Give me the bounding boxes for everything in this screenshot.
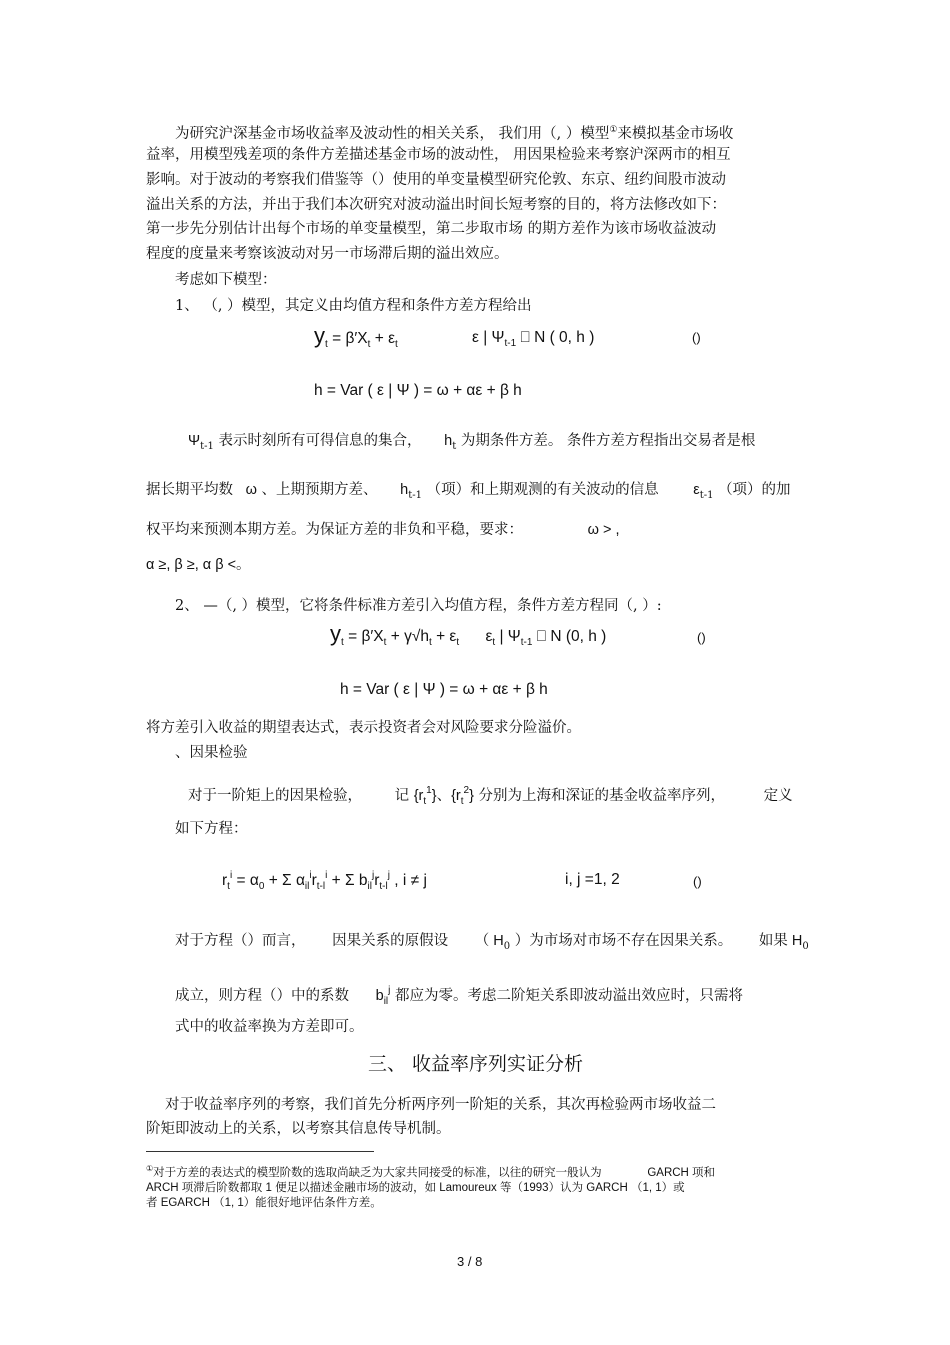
equation-2-variance: h = Var ( ε | Ψ ) = ω + αε + β h (340, 681, 548, 698)
footnote-divider (146, 1151, 374, 1152)
section-text-line-2: 阶矩即波动上的关系，以考察其信息传导机制。 (146, 1121, 451, 1137)
equation-1-variance: h = Var ( ε | Ψ ) = ω + αε + β h (314, 382, 522, 399)
psi-paragraph-line-2: 据长期平均数 ω 、上期预期方差、 $h_{t-1}$ （项）和上期观测的有关波动的信息 $\varepsilon_{t-1}$ （项）的加 (146, 482, 791, 501)
model-1-title: 1、 （, ）模型，其定义由均值方程和条件方差方程给出 (175, 298, 532, 314)
causality-heading: 、因果检验 (175, 745, 248, 761)
intro-line-4: 溢出关系的方法，并出于我们本次研究对波动溢出时间长短考察的目的，将方法修改如下： (146, 197, 726, 213)
model-2-title: 2、 —（, ）模型，它将条件标准方差引入均值方程，条件方差方程同（, ）: (175, 598, 662, 614)
intro-line-1 (175, 121, 733, 143)
intro-line-2: 益率，用模型残差项的条件方差描述基金市场的波动性， 用因果检验来考察沪深两市的相互 (146, 147, 731, 163)
psi-paragraph-line-3: 权平均来预测本期方差。为保证方差的非负和平稳，要求： ω > , (146, 522, 620, 538)
footnote-line-1: ①对于方差的表达式的模型阶数的选取尚缺乏为大家共同接受的标准，以往的研究一般认为 GARCH 项和 (146, 1164, 716, 1179)
intro-line-5: 第一步先分别估计出每个市场的单变量模型，第二步取市场 的期方差作为该市场收益波动 (146, 221, 717, 237)
granger-line-5: 式中的收益率换为方差即可。 (175, 1019, 364, 1035)
intro-line-1-rest: 来模拟基金市场收 (617, 125, 734, 142)
section-text-line-1: 对于收益率序列的考察，我们首先分析两序列一阶矩的关系，其次再检验两市场收益二 (165, 1097, 716, 1113)
granger-line-2: 如下方程： (175, 821, 248, 837)
granger-equation-number: () (693, 874, 702, 889)
model-2-explanation: 将方差引入收益的期望表达式，表示投资者会对风险要求分险溢价。 (146, 720, 581, 736)
granger-line-3: 对于方程（）而言， 因果关系的原假设 （ $H_0$ ）为市场对市场不存在因果关系。 如果 $H_0$ (175, 933, 809, 952)
granger-equation-indices: i, j =1, 2 (565, 871, 620, 888)
granger-equation: $r_t^i = \alpha_0 + \Sigma$ $\alpha_{il}^ir_{t-l}^i + \Sigma$ $b_{il}^jr_{t-l}^j$ , i ≠ j (222, 870, 427, 892)
intro-line-1-text: 为研究沪深基金市场收益率及波动性的相关关系， 我们用（, ）模型 (175, 125, 610, 142)
equation-2-mean: $y_t = \beta'X_t + \gamma√h_t + \varepsilon_t$ $\varepsilon_t$ | $\Psi_{t-1}$ ⎕ N (0, h ) (330, 621, 607, 648)
equation-1-number: () (692, 330, 701, 345)
page-number: 3 / 8 (457, 1254, 483, 1269)
equation-2-number: () (697, 630, 706, 645)
footnote-marker: ① (609, 125, 618, 135)
intro-line-3: 影响。对于波动的考察我们借鉴等（）使用的单变量模型研究伦敦、东京、纽约间股市波动 (146, 172, 726, 188)
footnote-line-3: 者 EGARCH （1, 1）能很好地评估条件方差。 (146, 1197, 382, 1209)
granger-line-1: 对于一阶矩上的因果检验， 记 $\{r_t^1\}$、$\{r_t^2\}$ 分别为上海和深证的基金收益率序列， 定义 (188, 785, 793, 807)
equation-1-mean: $y_t = \beta'X_t + \varepsilon_t$ (314, 323, 398, 350)
psi-paragraph-constraints: α ≥, β ≥, α β <。 (146, 557, 251, 573)
equation-1-condition: ε | $\Psi_{t-1}$ ⎕ N ( 0, h ) (472, 329, 595, 349)
consider-models: 考虑如下模型： (175, 272, 277, 288)
granger-line-4: 成立，则方程（）中的系数 $b_{il}^j$ 都应为零。考虑二阶矩关系即波动溢出效应时，只需将 (175, 985, 743, 1007)
footnote-line-2: ARCH 项滞后阶数都取 1 便足以描述金融市场的波动，如 Lamoureux 等（1993）认为 GARCH （1, 1）或 (146, 1182, 685, 1194)
psi-paragraph-line-1: $\Psi_{t-1}$ 表示时刻所有可得信息的集合， $h_t$ 为期条件方差。 条件方差方程指出交易者是根 (188, 433, 756, 452)
section-heading: 三、 收益率序列实证分析 (368, 1053, 584, 1075)
intro-line-6: 程度的度量来考察该波动对另一市场滞后期的溢出效应。 (146, 246, 509, 262)
